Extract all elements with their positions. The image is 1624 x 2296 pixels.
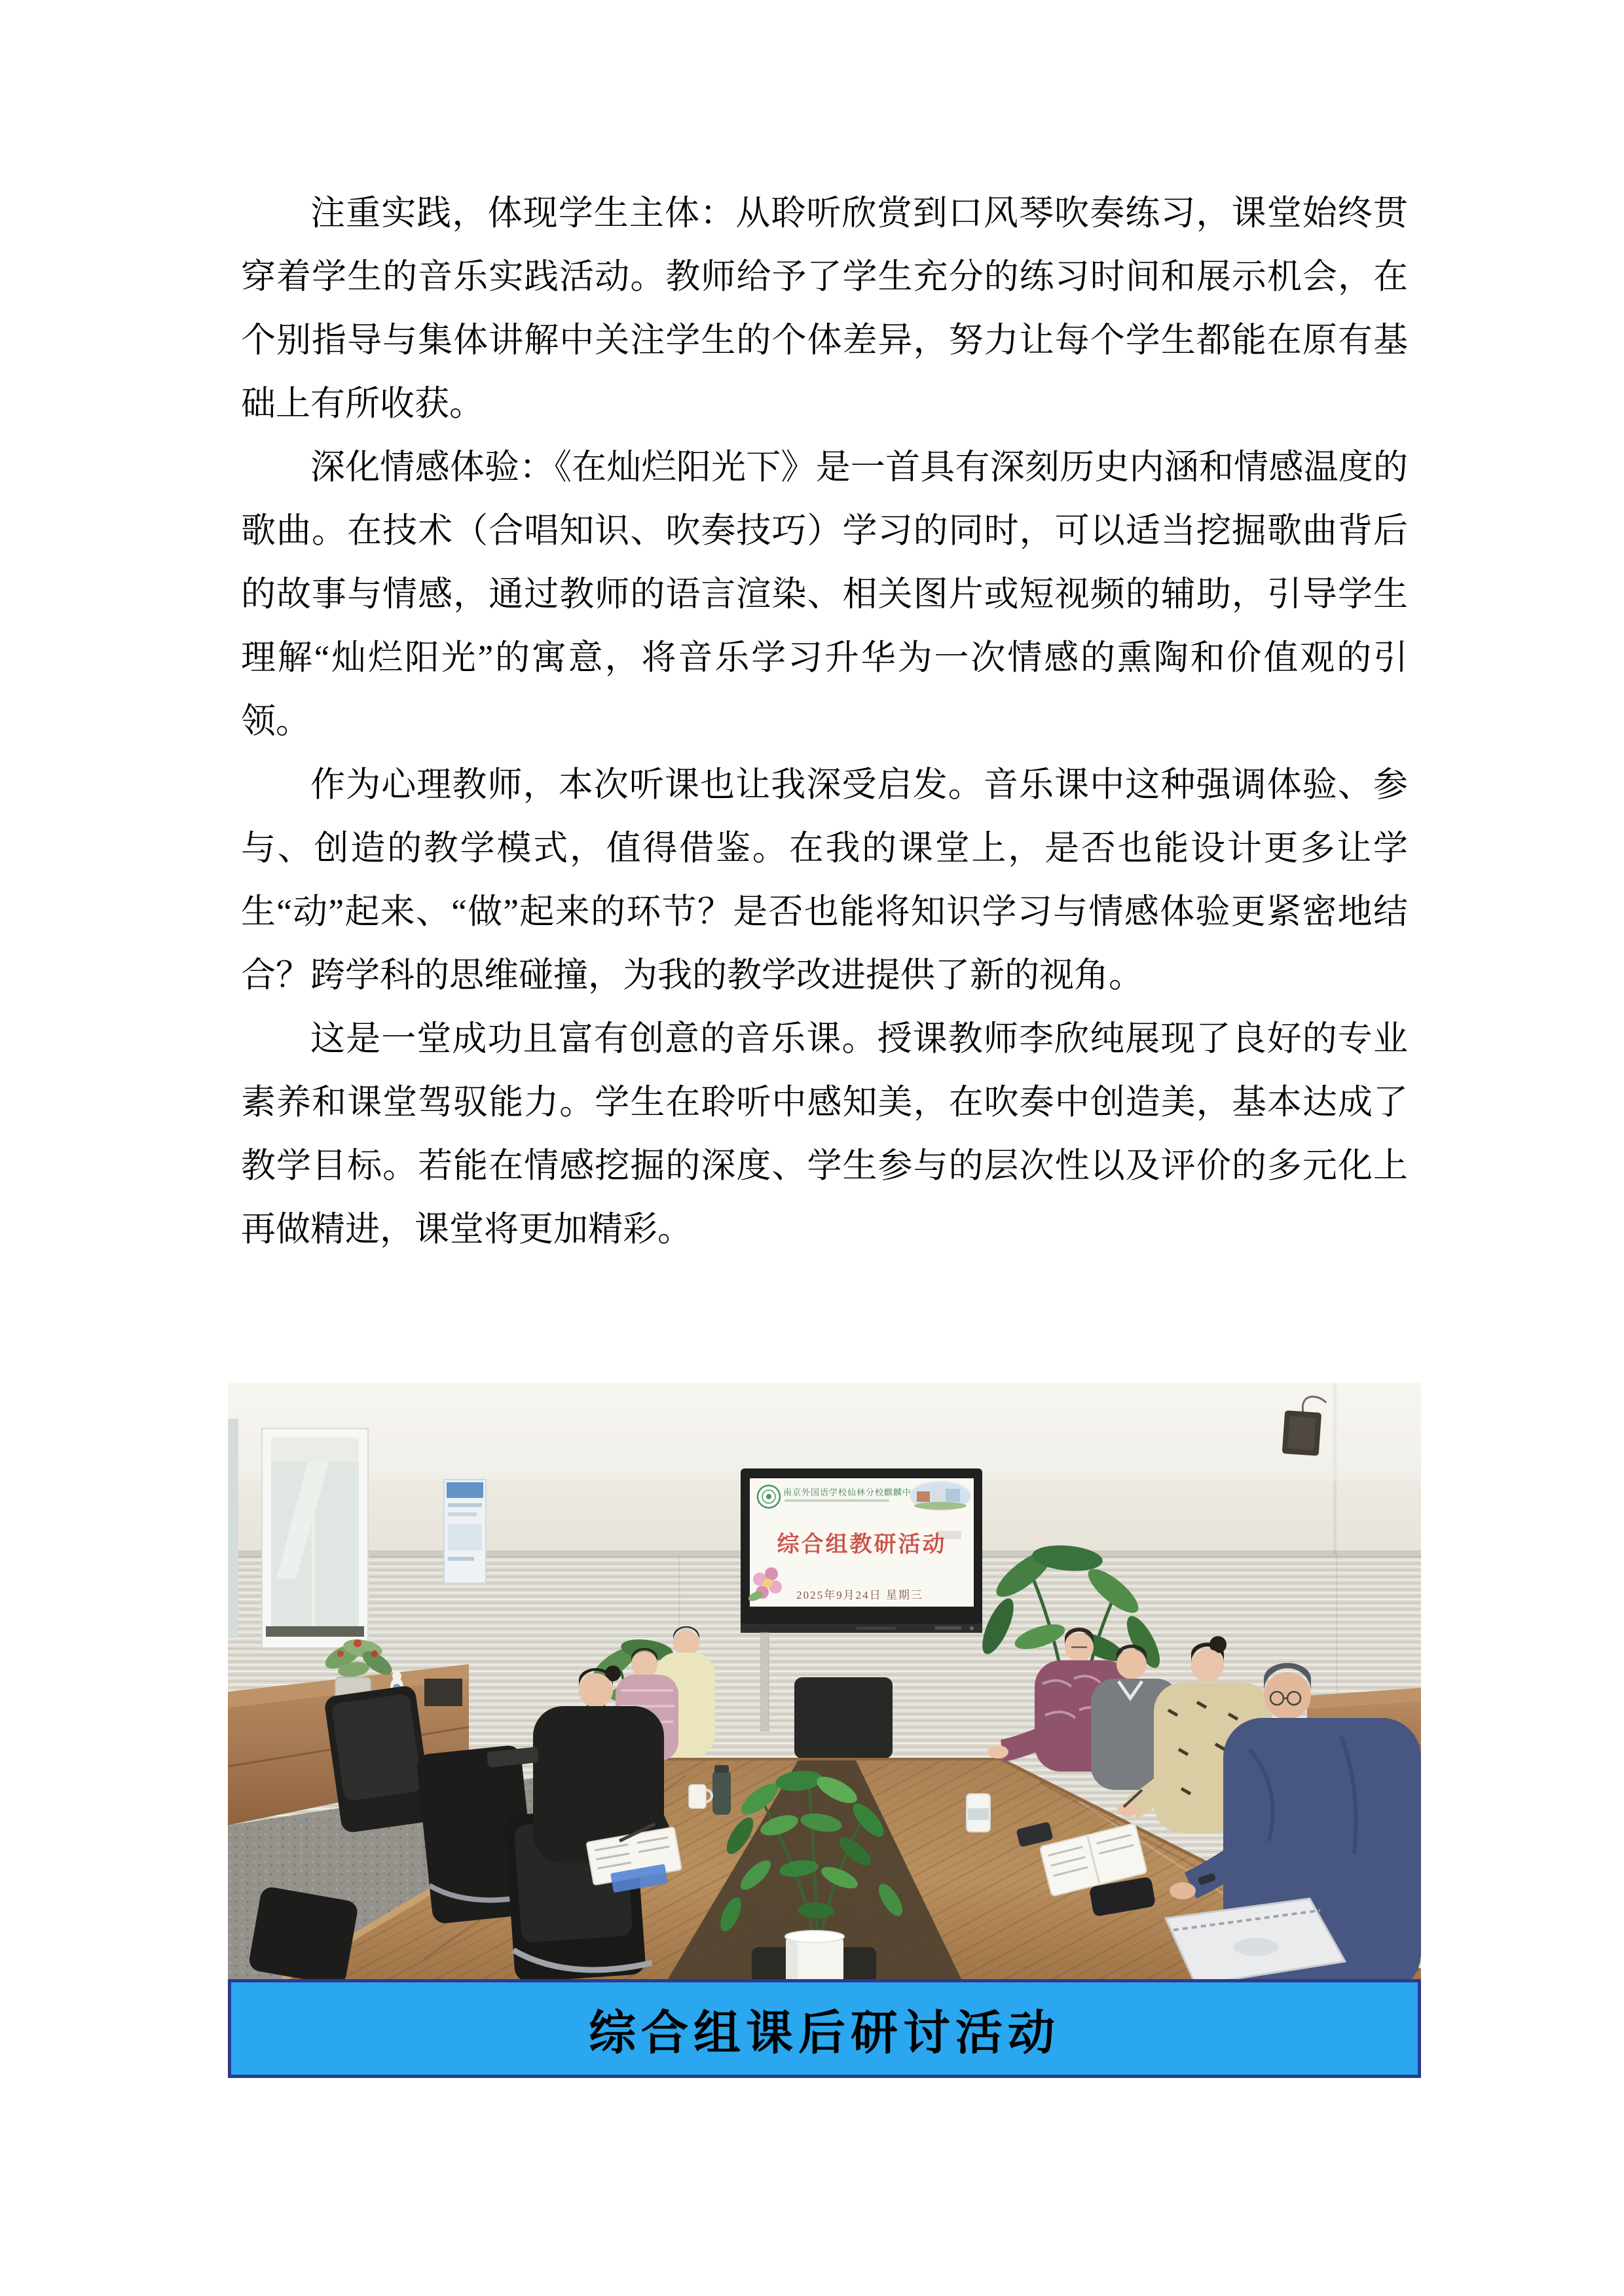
photo-caption-text: 综合组课后研讨活动: [588, 2007, 1060, 2060]
photo-overlay: [228, 1383, 1421, 2078]
body-paragraph: 深化情感体验：《在灿烂阳光下》是一首具有深刻历史内涵和情感温度的歌曲。在技术（合唱知识、吹奏技巧）学习的同时，可以适当挖掘歌曲背后的故事与情感，通过教师的语言渲染、相关图片或短视频的辅助，引导学生理解“灿烂阳光”的寓意，将音乐学习升华为一次情感的熏陶和价值观的引领。: [241, 448, 1408, 740]
body-paragraph: 注重实践，体现学生主体：从聆听欣赏到口风琴吹奏练习，课堂始终贯穿着学生的音乐实践活动。教师给予了学生充分的练习时间和展示机会，在个别指导与集体讲解中关注学生的个体差异，努力让每个学生都能在原有基础上有所收获。: [241, 194, 1408, 423]
meeting-room-scene: [228, 1383, 1421, 2078]
body-paragraph: 作为心理教师，本次听课也让我深受启发。音乐课中这种强调体验、参与、创造的教学模式，值得借鉴。在我的课堂上，是否也能设计更多让学生“动”起来、“做”起来的环节？是否也能将知识学习与情感体验更紧密地结合？跨学科的思维碰撞，为我的教学改进提供了新的视角。: [241, 766, 1408, 994]
document-body: [241, 182, 1408, 1262]
body-paragraph: 这是一堂成功且富有创意的音乐课。授课教师李欣纯展现了良好的专业素养和课堂驾驭能力。学生在聆听中感知美，在吹奏中创造美，基本达成了教学目标。若能在情感挖掘的深度、学生参与的层次性以及评价的多元化上再做精进，课堂将更加精彩。: [241, 1020, 1408, 1248]
photo-caption-banner: [228, 1979, 1421, 2078]
meeting-photo: [228, 1383, 1421, 2078]
